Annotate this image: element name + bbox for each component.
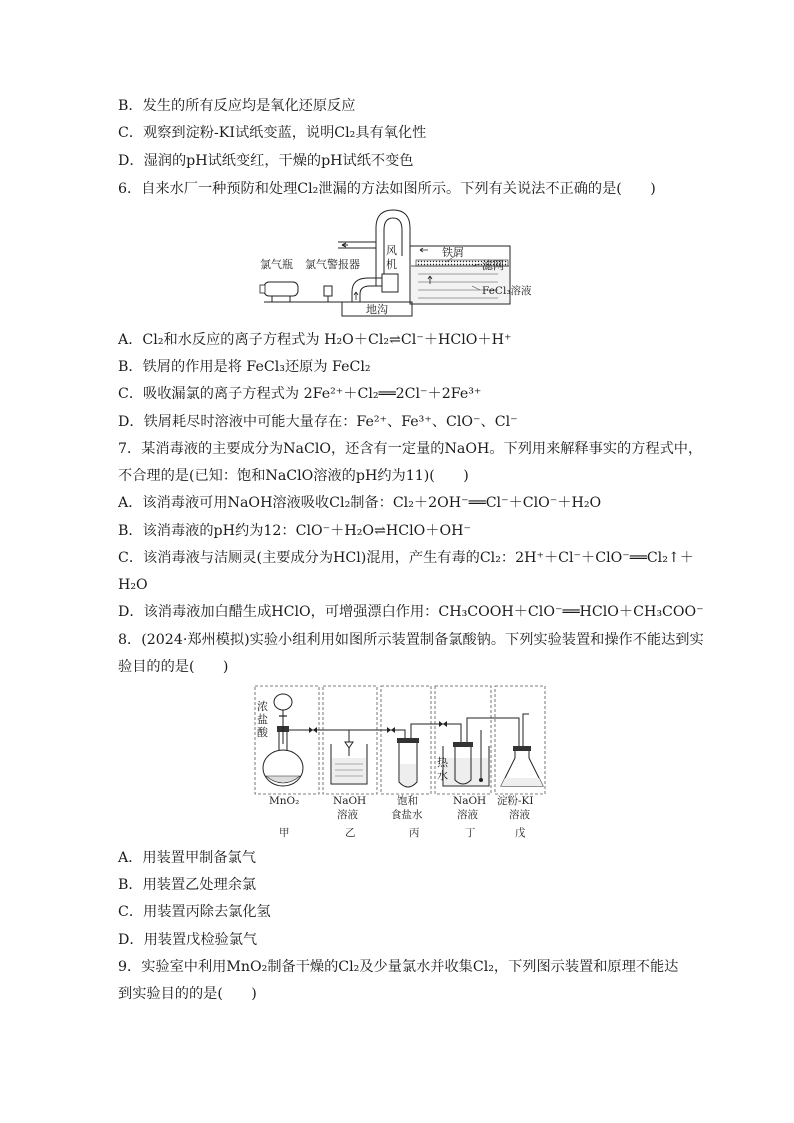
label-brine-a: 饱和 [397, 795, 418, 807]
q6-figure [258, 206, 532, 318]
q8-stem-2: 验目的的是( ) [118, 659, 229, 675]
q6-option-d: D．铁屑耗尽时溶液中可能大量存在：Fe²⁺、Fe³⁺、ClO⁻、Cl⁻ [118, 414, 518, 430]
label-naoh2-a: NaOH [453, 795, 487, 807]
label-ki-b: 溶液 [509, 809, 530, 821]
q7-option-c-1: C．该消毒液与洁厕灵(主要成分为HCl)混用，产生有毒的Cl₂：2H⁺＋Cl⁻＋ClO⁻══Cl₂↑＋ [118, 550, 694, 566]
q8-option-d: D．用装置戊检验氯气 [118, 932, 258, 948]
label-ki-a: 淀粉-KI [497, 795, 534, 807]
label-hcl-2: 盐 [257, 713, 268, 726]
label-wu: 戊 [515, 827, 526, 839]
q8-figure [253, 684, 549, 840]
q8-option-c: C．用装置丙除去氯化氢 [118, 904, 271, 920]
q6-option-a: A．Cl₂和水反应的离子方程式为 H₂O＋Cl₂⇌Cl⁻＋HClO＋H⁺ [118, 332, 512, 348]
q8-apparatus-diagram [253, 684, 549, 840]
label-fan-2: 机 [386, 258, 397, 271]
label-yi: 乙 [345, 827, 356, 839]
q7-stem-2: 不合理的是(已知：饱和NaClO溶液的pH约为11)( ) [118, 468, 469, 484]
q8-option-a: A．用装置甲制备氯气 [118, 850, 256, 866]
q6-option-c: C．吸收漏氯的离子方程式为 2Fe²⁺＋Cl₂══2Cl⁻＋2Fe³⁺ [118, 386, 482, 402]
q9-stem-2: 到实验目的的是( ) [118, 986, 257, 1002]
label-hcl-3: 酸 [257, 726, 268, 739]
label-ditch: 地沟 [366, 303, 388, 316]
label-bing: 丙 [409, 827, 420, 839]
label-hcl-1: 浓 [257, 700, 268, 713]
q9-stem-1: 9．实验室中利用MnO₂制备干燥的Cl₂及少量氯水并收集Cl₂，下列图示装置和原理不能达 [118, 959, 679, 975]
label-mno2: MnO₂ [269, 795, 300, 807]
label-brine-b: 食盐水 [391, 809, 423, 821]
q8-option-b: B．用装置乙处理余氯 [118, 877, 257, 893]
q7-option-d: D．该消毒液加白醋生成HClO，可增强漂白作用：CH₃COOH＋ClO⁻══HClO＋CH₃COO⁻ [118, 604, 704, 620]
label-naoh1-b: 溶液 [337, 809, 358, 821]
q6-option-b: B．铁屑的作用是将 FeCl₃还原为 FeCl₂ [118, 359, 371, 375]
label-naoh1-a: NaOH [333, 795, 367, 807]
q7-stem-1: 7．某消毒液的主要成分为NaClO，还含有一定量的NaOH。下列用来解释事实的方程式中， [118, 441, 703, 457]
q6-apparatus-diagram [258, 206, 532, 318]
label-filter: 滤网 [482, 259, 504, 272]
label-hot-1: 热 [437, 756, 448, 769]
label-solution: FeCl₃溶液 [482, 285, 532, 297]
label-naoh2-b: 溶液 [457, 809, 478, 821]
label-alarm: 氯气警报器 [305, 258, 360, 271]
q7-option-c-2: H₂O [118, 577, 148, 593]
q5-option-b: B．发生的所有反应均是氧化还原反应 [118, 98, 356, 114]
q5-option-c: C．观察到淀粉-KI试纸变蓝，说明Cl₂具有氧化性 [118, 125, 427, 141]
label-jia: 甲 [279, 827, 290, 839]
q6-stem: 6．自来水厂一种预防和处理Cl₂泄漏的方法如图所示。下列有关说法不正确的是( ) [118, 181, 656, 197]
q5-option-d: D．湿润的pH试纸变红，干燥的pH试纸不变色 [118, 153, 414, 169]
q7-option-a: A．该消毒液可用NaOH溶液吸收Cl₂制备：Cl₂＋2OH⁻══Cl⁻＋ClO⁻＋H₂O [118, 495, 602, 511]
label-fan-1: 风 [386, 244, 397, 257]
q8-stem-1: 8．(2024·郑州模拟)实验小组利用如图所示装置制备氯酸钠。下列实验装置和操作不能达到实 [118, 632, 704, 648]
q7-option-b: B．该消毒液的pH约为12：ClO⁻＋H₂O⇌HClO＋OH⁻ [118, 523, 471, 539]
label-cylinder: 氯气瓶 [260, 258, 293, 271]
label-ding: 丁 [465, 827, 476, 839]
label-hot-2: 水 [437, 769, 448, 782]
label-iron: 铁屑 [442, 246, 464, 259]
